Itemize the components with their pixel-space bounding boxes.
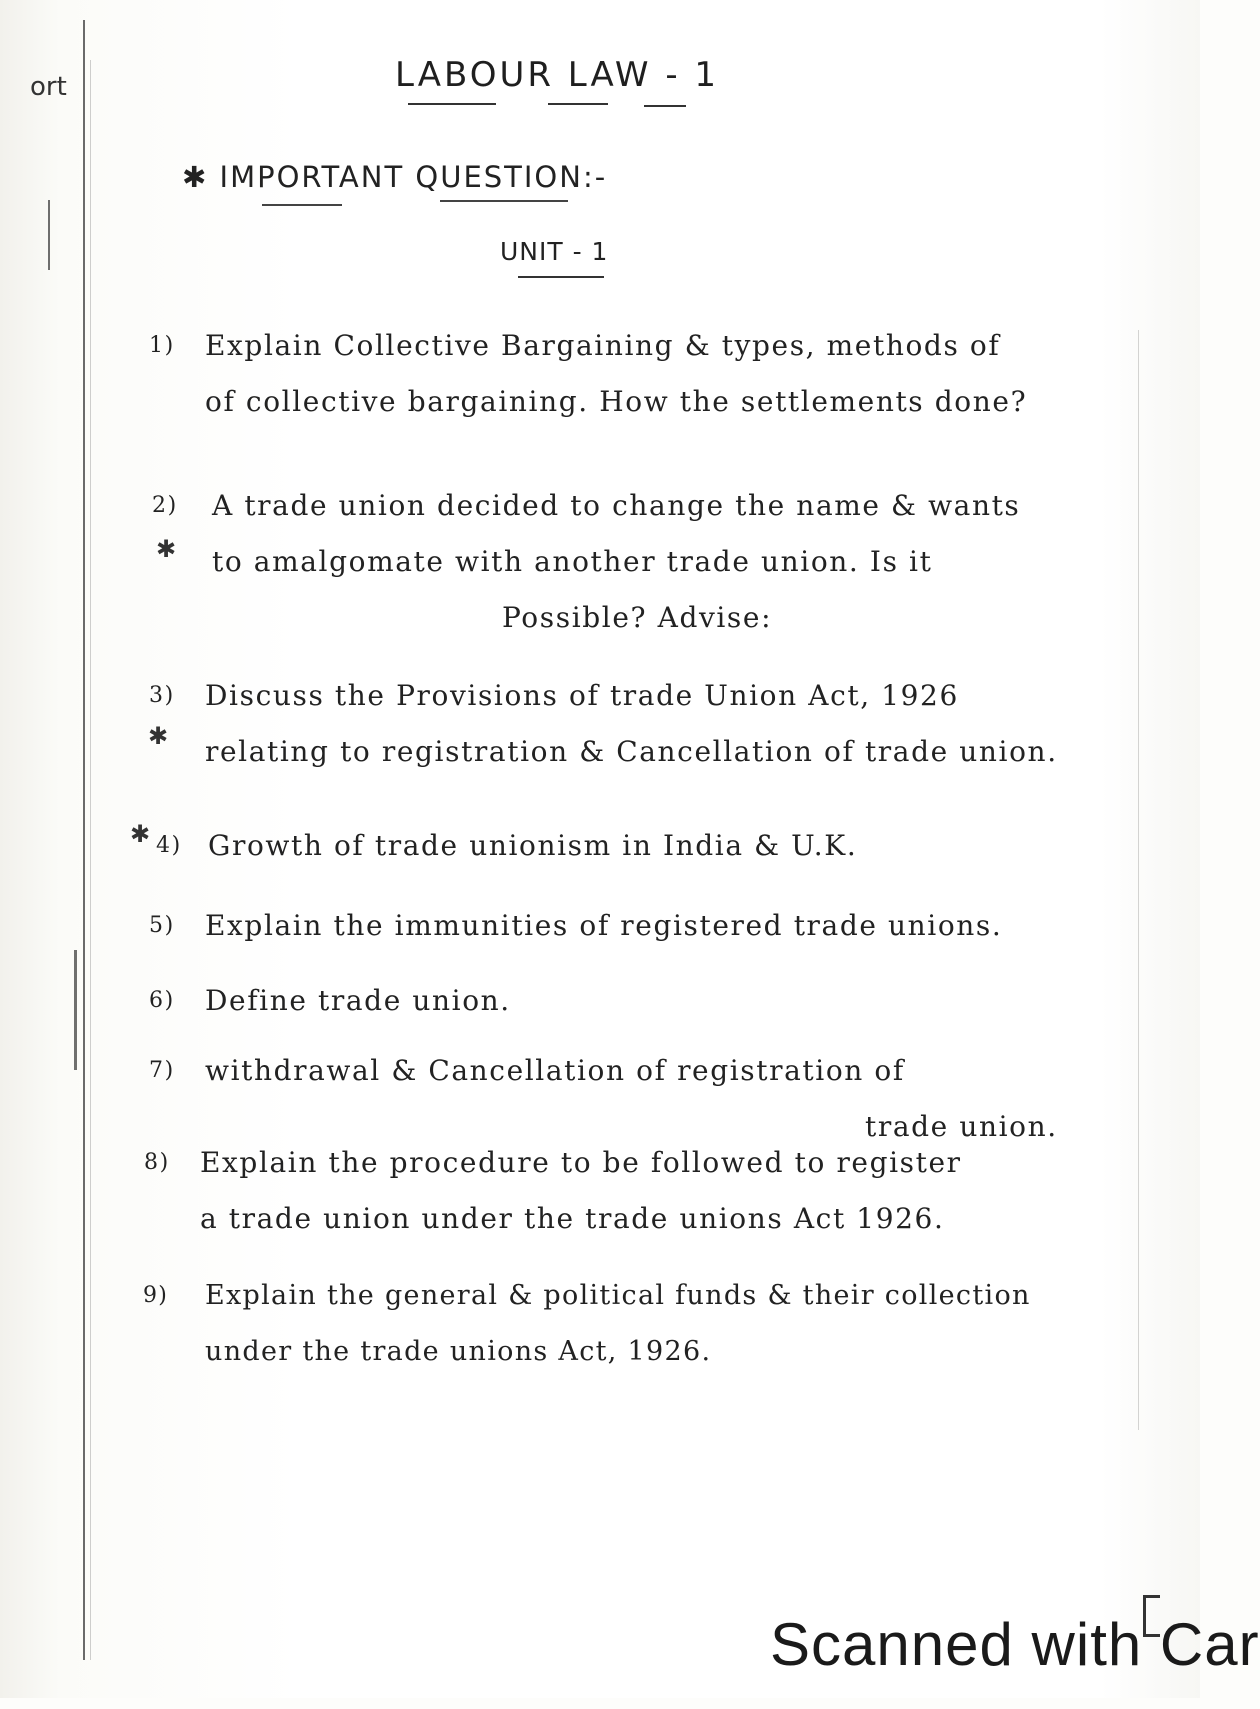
question-line: relating to registration & Cancellation of trade union. — [205, 735, 1058, 768]
scanner-watermark — [770, 1611, 1260, 1678]
question-line: withdrawal & Cancellation of registration of — [205, 1054, 905, 1087]
question-number: 3) — [149, 683, 175, 708]
question-6 — [149, 973, 511, 1029]
question-9 — [143, 1268, 1031, 1380]
question-number: 4) — [156, 833, 182, 858]
margin-text: ort — [30, 72, 67, 102]
question-line: trade union. — [865, 1110, 1058, 1143]
question-number: 5) — [149, 913, 175, 938]
question-line: Explain the procedure to be followed to register — [200, 1146, 962, 1179]
page-title: LABOUR LAW - 1 — [395, 55, 720, 95]
question-line: A trade union decided to change the name & wants — [212, 489, 1021, 522]
question-line: under the trade unions Act, 1926. — [205, 1336, 712, 1367]
margin-line-secondary — [90, 60, 91, 1660]
unit-label: UNIT - 1 — [500, 237, 609, 266]
question-1 — [149, 318, 1028, 430]
question-line: Discuss the Provisions of trade Union Act, 1926 — [205, 679, 959, 712]
question-line: Explain the general & political funds & their collection — [205, 1280, 1031, 1311]
binding-mark — [48, 200, 50, 270]
title-underline — [408, 103, 496, 105]
star-icon: ✱ — [156, 535, 177, 563]
margin-line — [83, 20, 85, 1660]
right-rule — [1138, 330, 1139, 1430]
heading-underline — [262, 204, 342, 206]
question-number: 6) — [149, 988, 175, 1013]
title-underline — [644, 105, 686, 107]
question-line: Growth of trade unionism in India & U.K. — [208, 829, 858, 862]
question-line: Possible? Advise: — [502, 601, 773, 634]
star-icon: ✱ — [182, 160, 209, 194]
question-line: a trade union under the trade unions Act 1926. — [200, 1202, 945, 1235]
question-4 — [156, 818, 858, 874]
question-5 — [149, 898, 1003, 954]
title-underline — [548, 103, 608, 105]
question-line: to amalgomate with another trade union. Is it — [212, 545, 933, 578]
star-icon: ✱ — [148, 722, 169, 750]
question-number: 9) — [143, 1283, 169, 1308]
section-heading — [182, 160, 607, 194]
question-line: Define trade union. — [205, 984, 511, 1017]
heading-text: IMPORTANT QUESTION:- — [219, 160, 608, 194]
question-number: 8) — [144, 1150, 170, 1175]
heading-underline — [440, 200, 568, 202]
question-line: of collective bargaining. How the settlements done? — [205, 385, 1028, 418]
binding-mark — [74, 950, 77, 1070]
scanner-watermark-text: Scanned with Car — [770, 1611, 1260, 1678]
unit-underline — [518, 276, 604, 278]
question-number: 1) — [149, 333, 175, 358]
question-line: Explain Collective Bargaining & types, methods of — [205, 329, 1001, 362]
question-8 — [144, 1135, 962, 1247]
star-icon: ✱ — [130, 820, 151, 848]
question-3 — [149, 668, 1058, 780]
question-2 — [152, 478, 1021, 646]
question-number: 2) — [152, 493, 178, 518]
question-number: 7) — [149, 1058, 175, 1083]
question-line: Explain the immunities of registered trade unions. — [205, 909, 1003, 942]
